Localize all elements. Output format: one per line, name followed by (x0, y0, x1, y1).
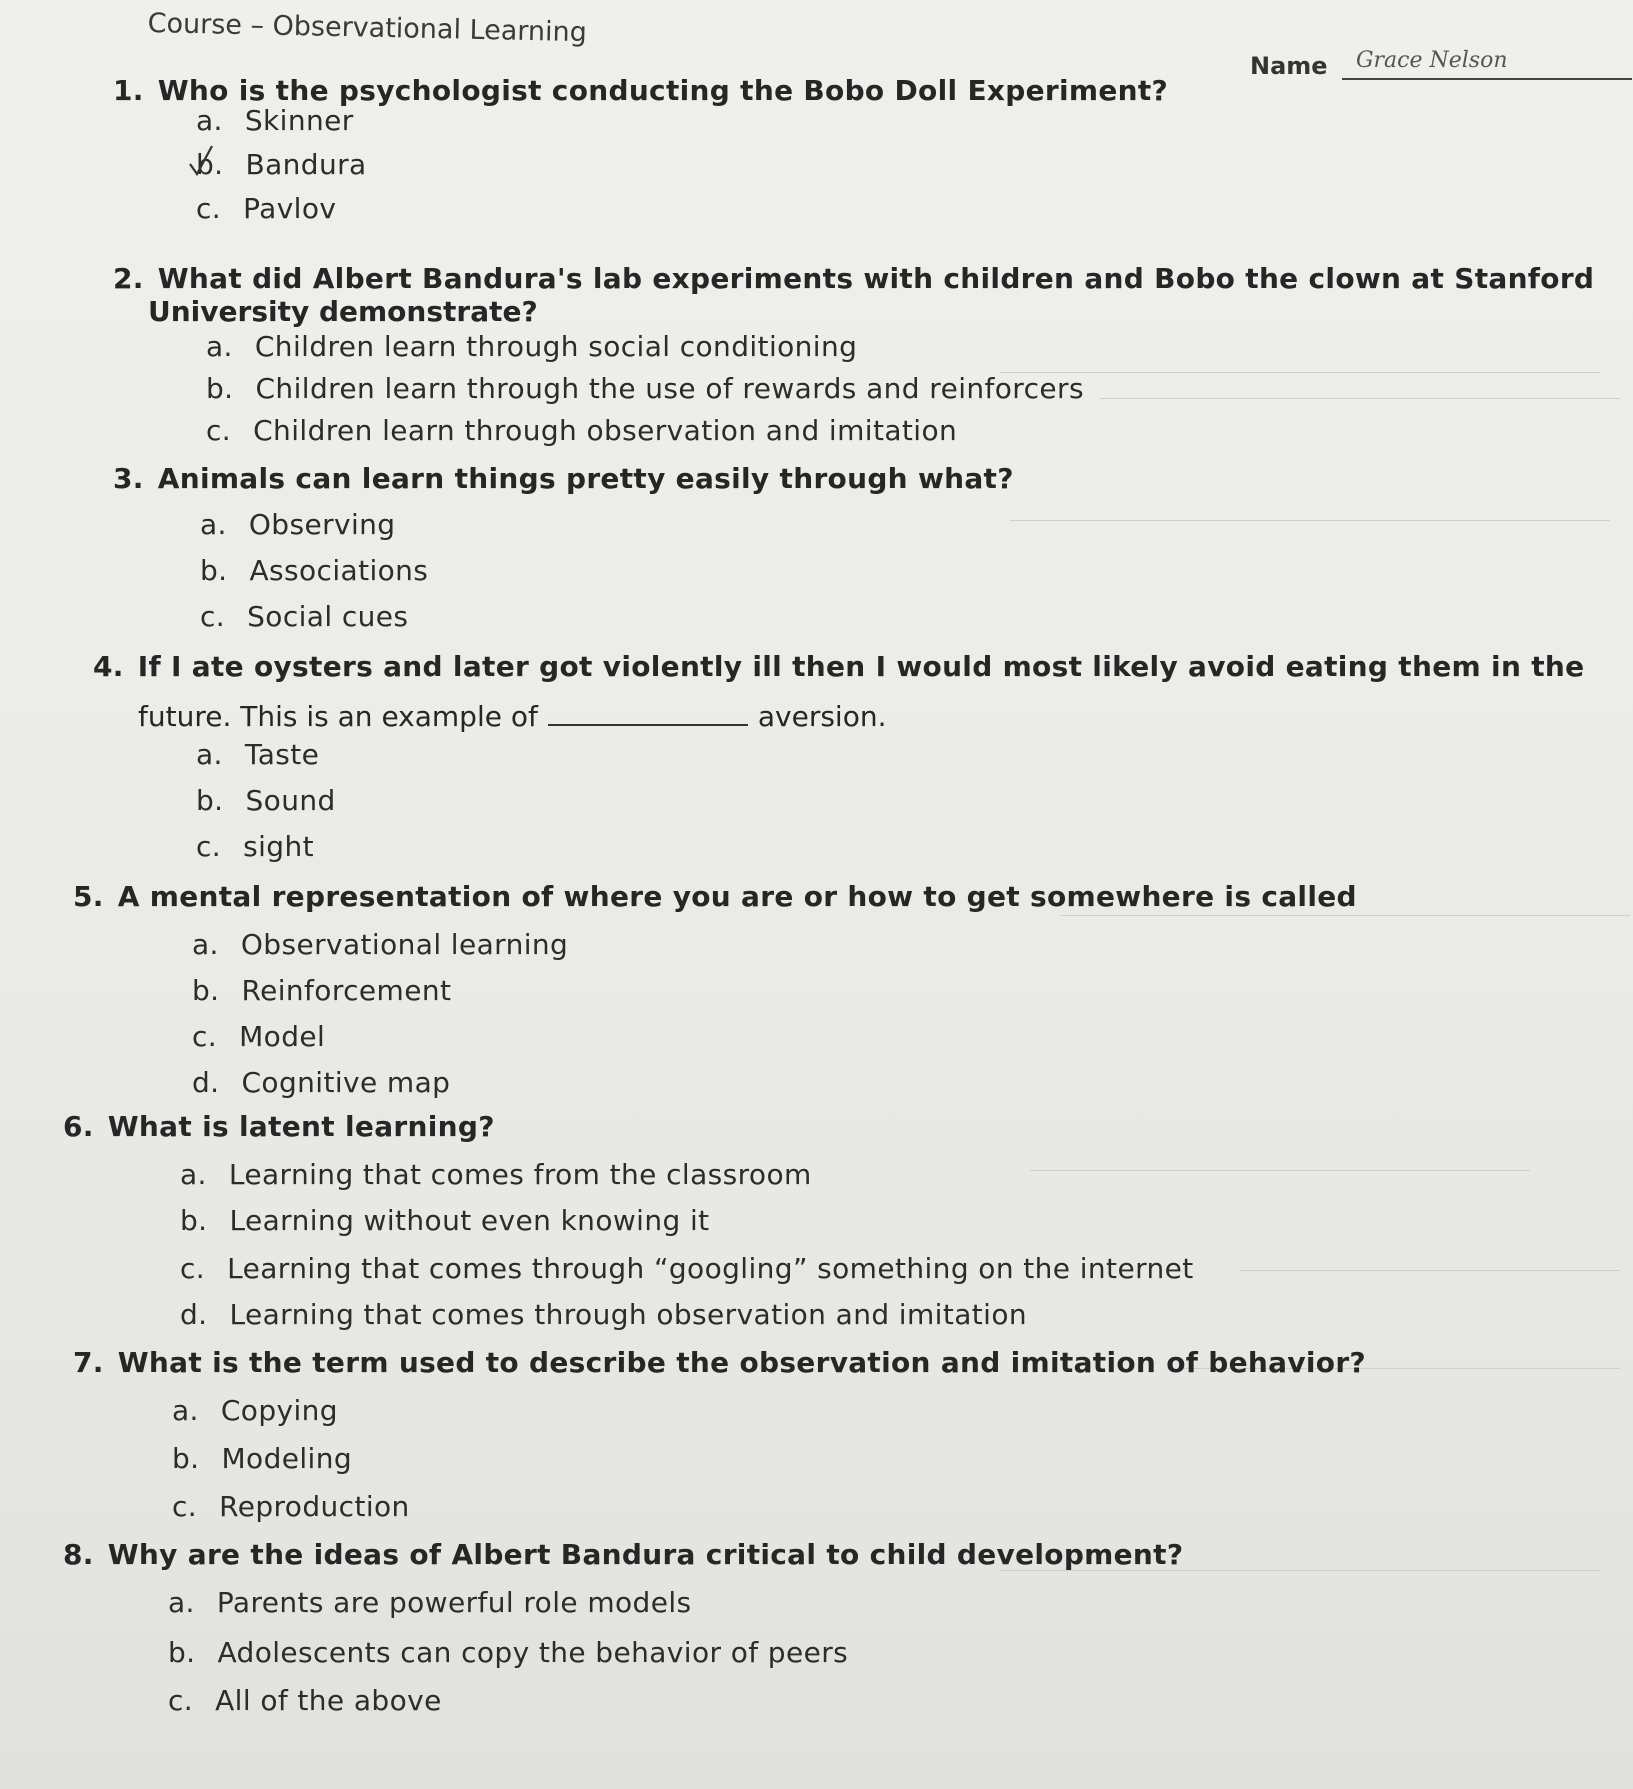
option-1a: a. Skinner (196, 104, 354, 137)
option-3a: a. Observing (200, 508, 396, 541)
question-1: 1. Who is the psychologist conducting the Bobo Doll Experiment? (113, 74, 1169, 107)
question-1-text: Who is the psychologist conducting the Bobo Doll Experiment? (157, 74, 1169, 107)
option-5d: d. Cognitive map (192, 1066, 451, 1099)
option-2c: c. Children learn through observation and imitation (206, 414, 958, 447)
option-5a: a. Observational learning (192, 928, 569, 961)
question-7: 7. What is the term used to describe the observation and imitation of behavior? (73, 1346, 1366, 1379)
name-label: Name (1250, 52, 1328, 80)
name-line (1342, 48, 1632, 80)
question-3: 3. Animals can learn things pretty easily through what? (113, 462, 1014, 495)
answer-blank (548, 700, 748, 726)
question-8: 8. Why are the ideas of Albert Bandura critical to child development? (63, 1538, 1184, 1571)
option-3c: c. Social cues (200, 600, 409, 633)
option-2a: a. Children learn through social conditioning (206, 330, 858, 363)
question-2-text: What did Albert Bandura's lab experiments with children and Bobo the clown at Stanford (157, 262, 1595, 295)
option-6c: c. Learning that comes through “googling” something on the internet (180, 1252, 1194, 1285)
option-1c: c. Pavlov (196, 192, 337, 225)
question-6-text: What is latent learning? (107, 1110, 495, 1143)
option-8c: c. All of the above (168, 1684, 442, 1717)
check-mark-icon (186, 144, 216, 180)
option-5c: c. Model (192, 1020, 326, 1053)
option-2b: b. Children learn through the use of rewards and reinforcers (206, 372, 1084, 405)
worksheet-title: Course – Observational Learning (147, 8, 588, 49)
option-1b: b. Bandura (196, 148, 367, 181)
question-4-text: If I ate oysters and later got violently ill then I would most likely avoid eating them in the (137, 650, 1585, 683)
option-7c: c. Reproduction (172, 1490, 410, 1523)
option-8a: a. Parents are powerful role models (168, 1586, 692, 1619)
question-4-text-line2: future. This is an example of aversion. (138, 700, 887, 733)
option-8b: b. Adolescents can copy the behavior of peers (168, 1636, 849, 1669)
option-6b: b. Learning without even knowing it (180, 1204, 710, 1237)
question-4: 4. If I ate oysters and later got violently ill then I would most likely avoid eating them in the (93, 650, 1585, 683)
option-3b: b. Associations (200, 554, 429, 587)
question-3-text: Animals can learn things pretty easily through what? (157, 462, 1014, 495)
option-4c: c. sight (196, 830, 314, 863)
option-4a: a. Taste (196, 738, 320, 771)
name-field (1250, 48, 1632, 80)
option-5b: b. Reinforcement (192, 974, 452, 1007)
question-7-text: What is the term used to describe the observation and imitation of behavior? (117, 1346, 1366, 1379)
question-2: 2. What did Albert Bandura's lab experiments with children and Bobo the clown at Stanford (113, 262, 1595, 295)
option-6a: a. Learning that comes from the classroom (180, 1158, 812, 1191)
option-7a: a. Copying (172, 1394, 338, 1427)
question-8-text: Why are the ideas of Albert Bandura critical to child development? (107, 1538, 1184, 1571)
question-5: 5. A mental representation of where you are or how to get somewhere is called (73, 880, 1357, 913)
question-2-text-line2: University demonstrate? (148, 295, 538, 328)
question-5-text: A mental representation of where you are or how to get somewhere is called (117, 880, 1357, 913)
option-4b: b. Sound (196, 784, 336, 817)
option-7b: b. Modeling (172, 1442, 353, 1475)
name-value: Grace Nelson (1355, 48, 1508, 73)
question-6: 6. What is latent learning? (63, 1110, 495, 1143)
option-6d: d. Learning that comes through observation and imitation (180, 1298, 1028, 1331)
